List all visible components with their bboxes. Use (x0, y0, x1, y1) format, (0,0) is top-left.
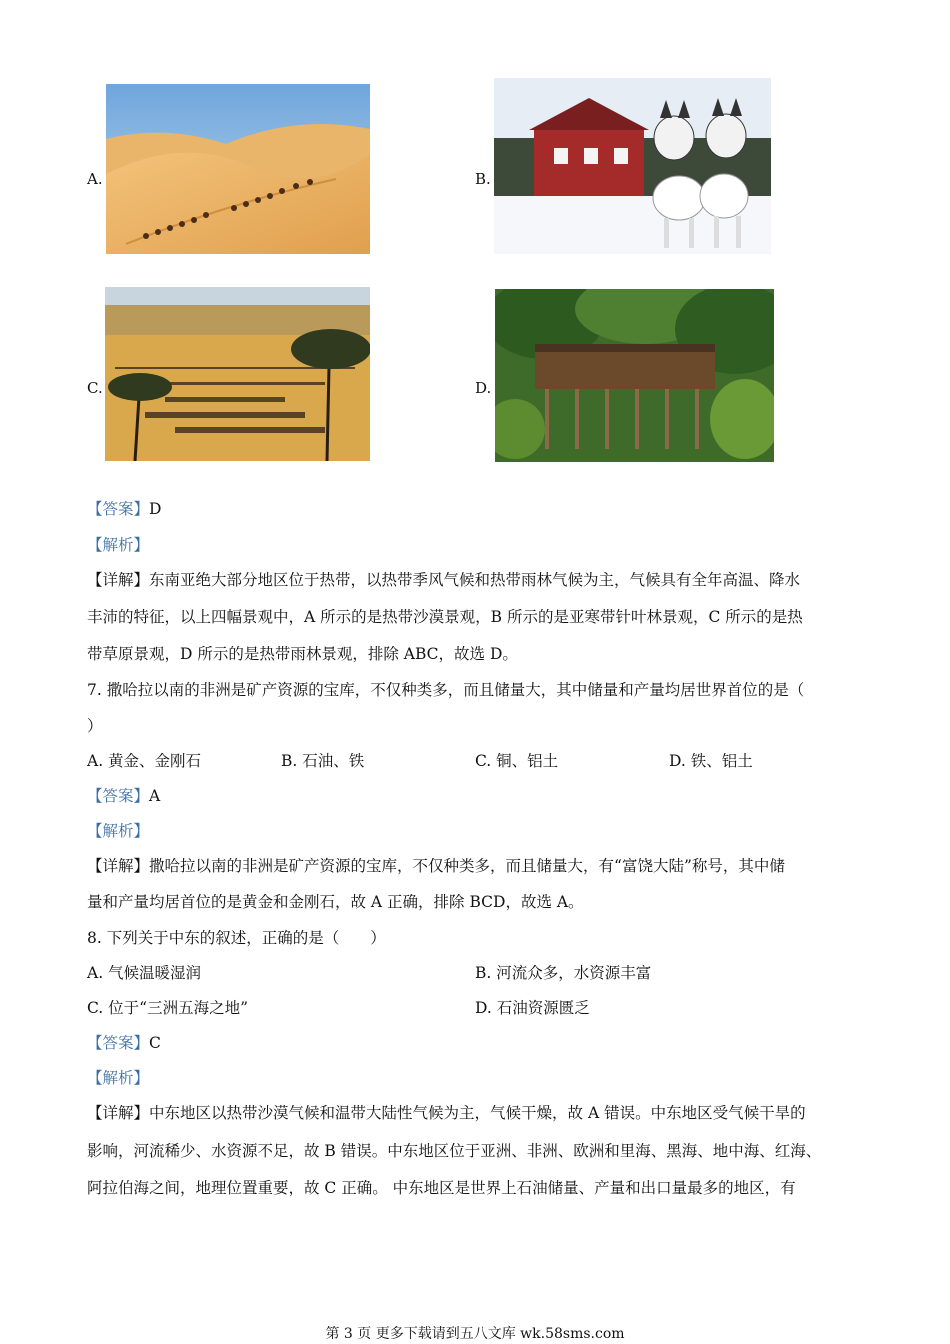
q7-detail-line-1 (87, 856, 785, 876)
analysis-tag: 【解析】 (87, 536, 150, 554)
q8-option-a: A. 气候温暖湿润 (87, 964, 202, 982)
q6-detail-line-1 (87, 570, 800, 590)
answer-value: D (149, 500, 162, 518)
answer-value: C (149, 1034, 161, 1052)
q8-detail-line-1 (87, 1103, 806, 1123)
q8-analysis (87, 1068, 149, 1088)
q7-analysis (87, 821, 149, 841)
answer-tag: 【答案】 (87, 500, 150, 518)
answer-tag: 【答案】 (87, 1034, 150, 1052)
snow-sled-dogs-image (494, 78, 771, 254)
q7-detail-line-2: 量和产量均居首位的是黄金和金刚石，故 A 正确，排除 BCD，故选 A。 (87, 893, 584, 911)
detail-tag: 【详解】 (87, 857, 150, 875)
q7-stem-end: ） (87, 717, 103, 735)
detail-text: 中东地区以热带沙漠气候和温带大陆性气候为主，气候干燥，故 A 错误。中东地区受气候干旱的 (149, 1104, 806, 1122)
image-option-label-b: B. (475, 170, 491, 188)
q7-option-b: B. 石油、铁 (281, 752, 365, 770)
answer-tag: 【答案】 (87, 787, 150, 805)
detail-text: 东南亚绝大部分地区位于热带，以热带季风气候和热带雨林气候为主，气候具有全年高温、降水 (149, 571, 801, 589)
detail-tag: 【详解】 (87, 1104, 150, 1122)
q7-option-d: D. 铁、铝土 (669, 752, 753, 770)
q6-answer (87, 499, 161, 519)
detail-text: 撒哈拉以南的非洲是矿产资源的宝库，不仅种类多，而且储量大，有“富饶大陆”称号，其中储 (149, 857, 785, 875)
q7-option-a: A. 黄金、金刚石 (87, 752, 202, 770)
q8-detail-line-2: 影响，河流稀少、水资源不足，故 B 错误。中东地区位于亚洲、非洲、欧洲和里海、黑海、地中海、红海、 (87, 1142, 822, 1160)
image-option-label-c: C. (87, 379, 103, 397)
q8-answer (87, 1033, 161, 1053)
q6-detail-line-2: 丰沛的特征，以上四幅景观中，A 所示的是热带沙漠景观，B 所示的是亚寒带针叶林景观，C 所示的是热 (87, 608, 803, 626)
analysis-tag: 【解析】 (87, 822, 150, 840)
page-footer: 第 3 页 更多下载请到五八文库 wk.58sms.com (325, 1326, 625, 1342)
answer-value: A (149, 787, 161, 805)
q8-stem: 8. 下列关于中东的叙述，正确的是（ ） (87, 929, 386, 947)
image-option-label-a: A. (87, 170, 103, 188)
desert-image (106, 84, 370, 254)
q7-option-c: C. 铜、铝土 (475, 752, 559, 770)
q8-option-c: C. 位于“三洲五海之地” (87, 999, 249, 1017)
q6-detail-line-3: 带草原景观，D 所示的是热带雨林景观，排除 ABC，故选 D。 (87, 645, 518, 663)
q8-detail-line-3: 阿拉伯海之间，地理位置重要，故 C 正确。 中东地区是世界上石油储量、产量和出口量最多的地区，有 (87, 1179, 796, 1197)
q7-answer (87, 786, 160, 806)
detail-tag: 【详解】 (87, 571, 150, 589)
q8-option-d: D. 石油资源匮乏 (475, 999, 590, 1017)
q6-analysis (87, 535, 149, 555)
analysis-tag: 【解析】 (87, 1069, 150, 1087)
q7-stem: 7. 撒哈拉以南的非洲是矿产资源的宝库，不仅种类多，而且储量大，其中储量和产量均居世界首位的是（ (87, 681, 805, 699)
q8-option-b: B. 河流众多，水资源丰富 (475, 964, 652, 982)
image-option-label-d: D. (475, 379, 492, 397)
rainforest-house-image (495, 289, 774, 462)
savanna-image (105, 287, 370, 461)
